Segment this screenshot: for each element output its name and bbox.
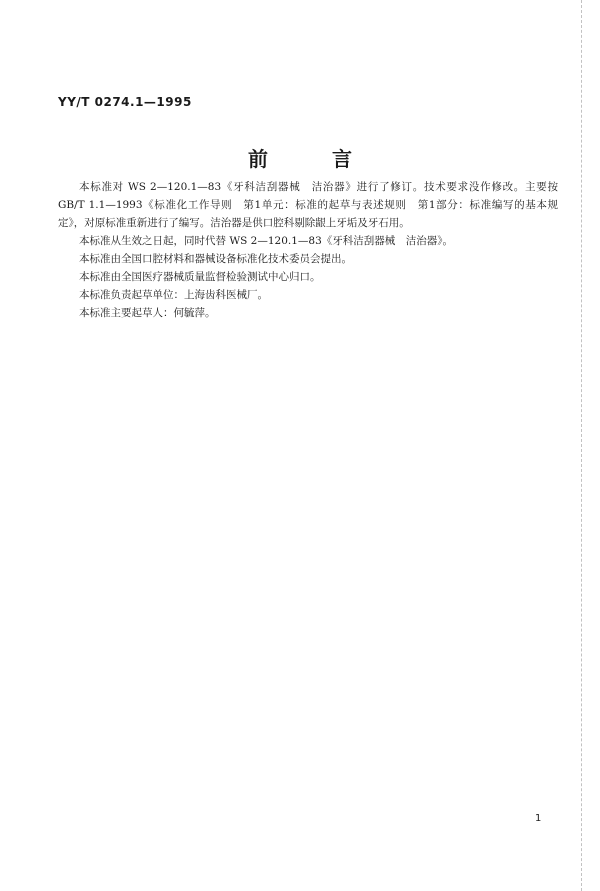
paragraph-proposed-by: 本标准由全国口腔材料和器械设备标准化技术委员会提出。: [79, 253, 352, 265]
page-title: 前 言: [248, 147, 374, 171]
paragraph-managed-by: 本标准由全国医疗器械质量监督检验测试中心归口。: [79, 271, 321, 283]
standard-code: YY/T 0274.1—1995: [58, 95, 192, 109]
scan-edge-line: [580, 0, 582, 891]
paragraph-replacement: 本标准从生效之日起，同时代替 WS 2—120.1—83《牙科洁刮器械 洁治器》。: [79, 235, 454, 247]
paragraph-drafting-unit: 本标准负责起草单位：上海齿科医械厂。: [79, 289, 268, 301]
page-number: 1: [535, 813, 542, 824]
foreword-body: [58, 178, 558, 322]
paragraph-revision: 本标准对 WS 2—120.1—83《牙科洁刮器械 洁治器》进行了修订。技术要求没作修改。主要按 GB/T 1.1—1993《标准化工作导则 第1单元：标准的起草与表述规则 第1部分：标准编写的基本规定》，对原标准重新进行了编写。洁治器是供口腔科剔除龈上牙垢及牙石用。: [58, 181, 558, 229]
paragraph-drafter: 本标准主要起草人：何毓萍。: [79, 307, 216, 319]
